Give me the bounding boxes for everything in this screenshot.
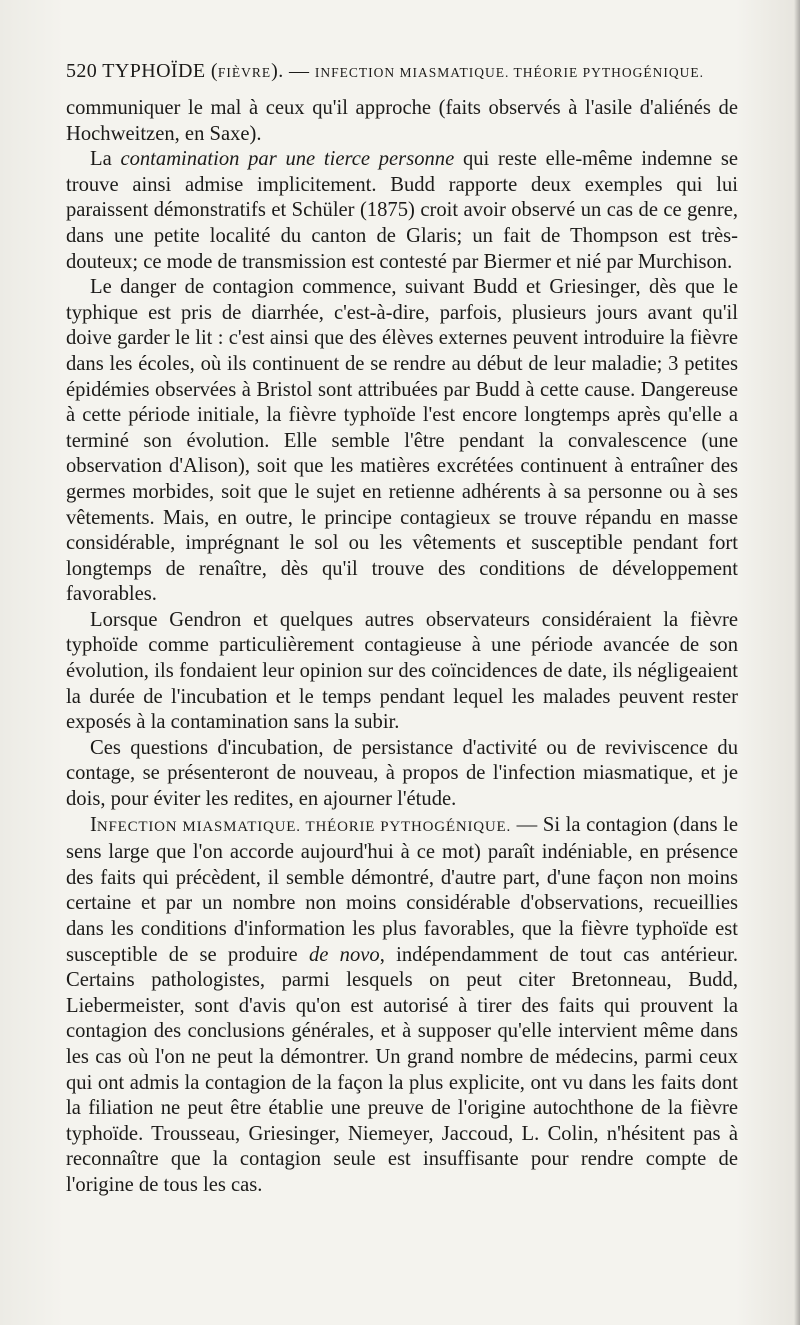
section-heading: NFECTION MIASMATIQUE. THÉORIE PYTHOGÉNIQUE. [96,818,512,835]
paragraph-6-italic: de novo [308,943,380,966]
running-header [66,60,738,83]
header-title: TYPHOÏDE [102,60,206,82]
paragraph-1-text: communiquer le mal à ceux qu'il approche (faits observés à l'asile d'aliénés de Hochweitzen, en Saxe). [66,97,738,145]
section-heading-initial: I [90,813,97,836]
paragraph-2-start: La [90,148,121,171]
header-qualifier: FIÈVRE [217,65,272,80]
paragraph-3-text: Le danger de contagion commence, suivant Budd et Griesinger, dès que le typhique est pris de diarrhée, c'est-à-dire, parfois, plusieurs jours avant qu'il doive garder le lit : c'est ainsi que des élèves externes peuvent introduire la fièvre dans les écoles, où ils continuent de se rendre au début de leur maladie; 3 petites épidémies observées à Bristol sont attribuées par Budd à cette cause. Dangereuse à cette période initiale, la fièvre typhoïde l'est encore longtemps après qu'elle a terminé son évolution. Elle semble l'être pendant la convalescence (une observation d'Alison), soit que les matières excrétées continuent à entraîner des germes morbides, soit que le sujet en retienne adhérents à sa personne ou à ses vêtements. Mais, en outre, le principe contagieux se trouve répandu en masse considérable, imprégnant le sol ou les vêtements et susceptible pendant fort longtemps de renaître, dès qu'il trouve des conditions de développement favorables. [66,276,738,606]
page-edge-shadow [794,0,800,1325]
paragraph-4-text: Lorsque Gendron et quelques autres observateurs considéraient la fièvre typhoïde comme particulièrement contagieuse à une période avancée de son évolution, ils fondaient leur opinion sur des coïncidences de date, ils négligeaient la durée de l'incubation et le temps pendant lequel les malades peuvent rester exposés à la contamination sans la subir. [66,608,738,734]
paragraph-5-text: Ces questions d'incubation, de persistance d'activité ou de reviviscence du contage, se présenteront de nouveau, à propos de l'infection miasmatique, et je dois, pour éviter les redites, en ajourner l'étude. [66,736,738,811]
paragraph-1 [66,96,738,147]
body-text [66,96,738,1199]
paragraph-3 [66,275,738,608]
paragraph-6-start: — Si la contagion (dans le sens large que l'on accorde aujourd'hui à ce mot) paraît indéniable, en présence des faits qui précèdent, il semble démontré, d'autre part, d'une façon non moins certaine et par un nombre non moins considérable d'observations, recueillies dans les conditions d'information les plus favorables, que la fièvre typhoïde est susceptible de se produire [66,813,738,966]
paragraph-5 [66,736,738,813]
header-qualifier-close: ). [271,60,284,82]
paragraph-2-italic: contamination par une tierce personne [120,148,455,171]
paragraph-6-rest: , indépendamment de tout cas antérieur. Certains pathologistes, parmi lesquels on peut citer Bretonneau, Budd, Liebermeister, sont d'avis qu'on est autorisé à tirer des faits qui prouvent la contagion des conclusions générales, et à supposer qu'elle intervient même dans les cas où l'on ne peut la démontrer. Un grand nombre de médecins, parmi ceux qui ont admis la contagion de la façon la plus explicite, ont vu dans les faits dont la filiation ne peut être établie une preuve de l'origine autochthone de la fièvre typhoïde. Trousseau, Griesinger, Niemeyer, Jaccoud, L. Colin, n'hésitent pas à reconnaître que la contagion seule est insuffisante pour rendre compte de l'origine de tous les cas. [66,943,738,1196]
paragraph-4 [66,608,738,736]
header-dash: — [289,60,310,82]
paragraph-6 [66,813,738,1199]
header-section: INFECTION MIASMATIQUE. THÉORIE PYTHOGÉNIQUE. [314,65,704,80]
page-number: 520 [66,60,98,82]
paragraph-2-rest: qui reste elle-même indemne se trouve ainsi admise implicitement. Budd rapporte deux exemples qui lui paraissent démonstratifs et Schüler (1875) croit avoir observé un cas de ce genre, dans une petite localité du canton de Glaris; un fait de Thompson est très-douteux; ce mode de transmission est contesté par Biermer et nié par Murchison. [66,148,738,273]
header-qualifier-open: ( [210,60,218,82]
paragraph-2 [66,147,738,275]
